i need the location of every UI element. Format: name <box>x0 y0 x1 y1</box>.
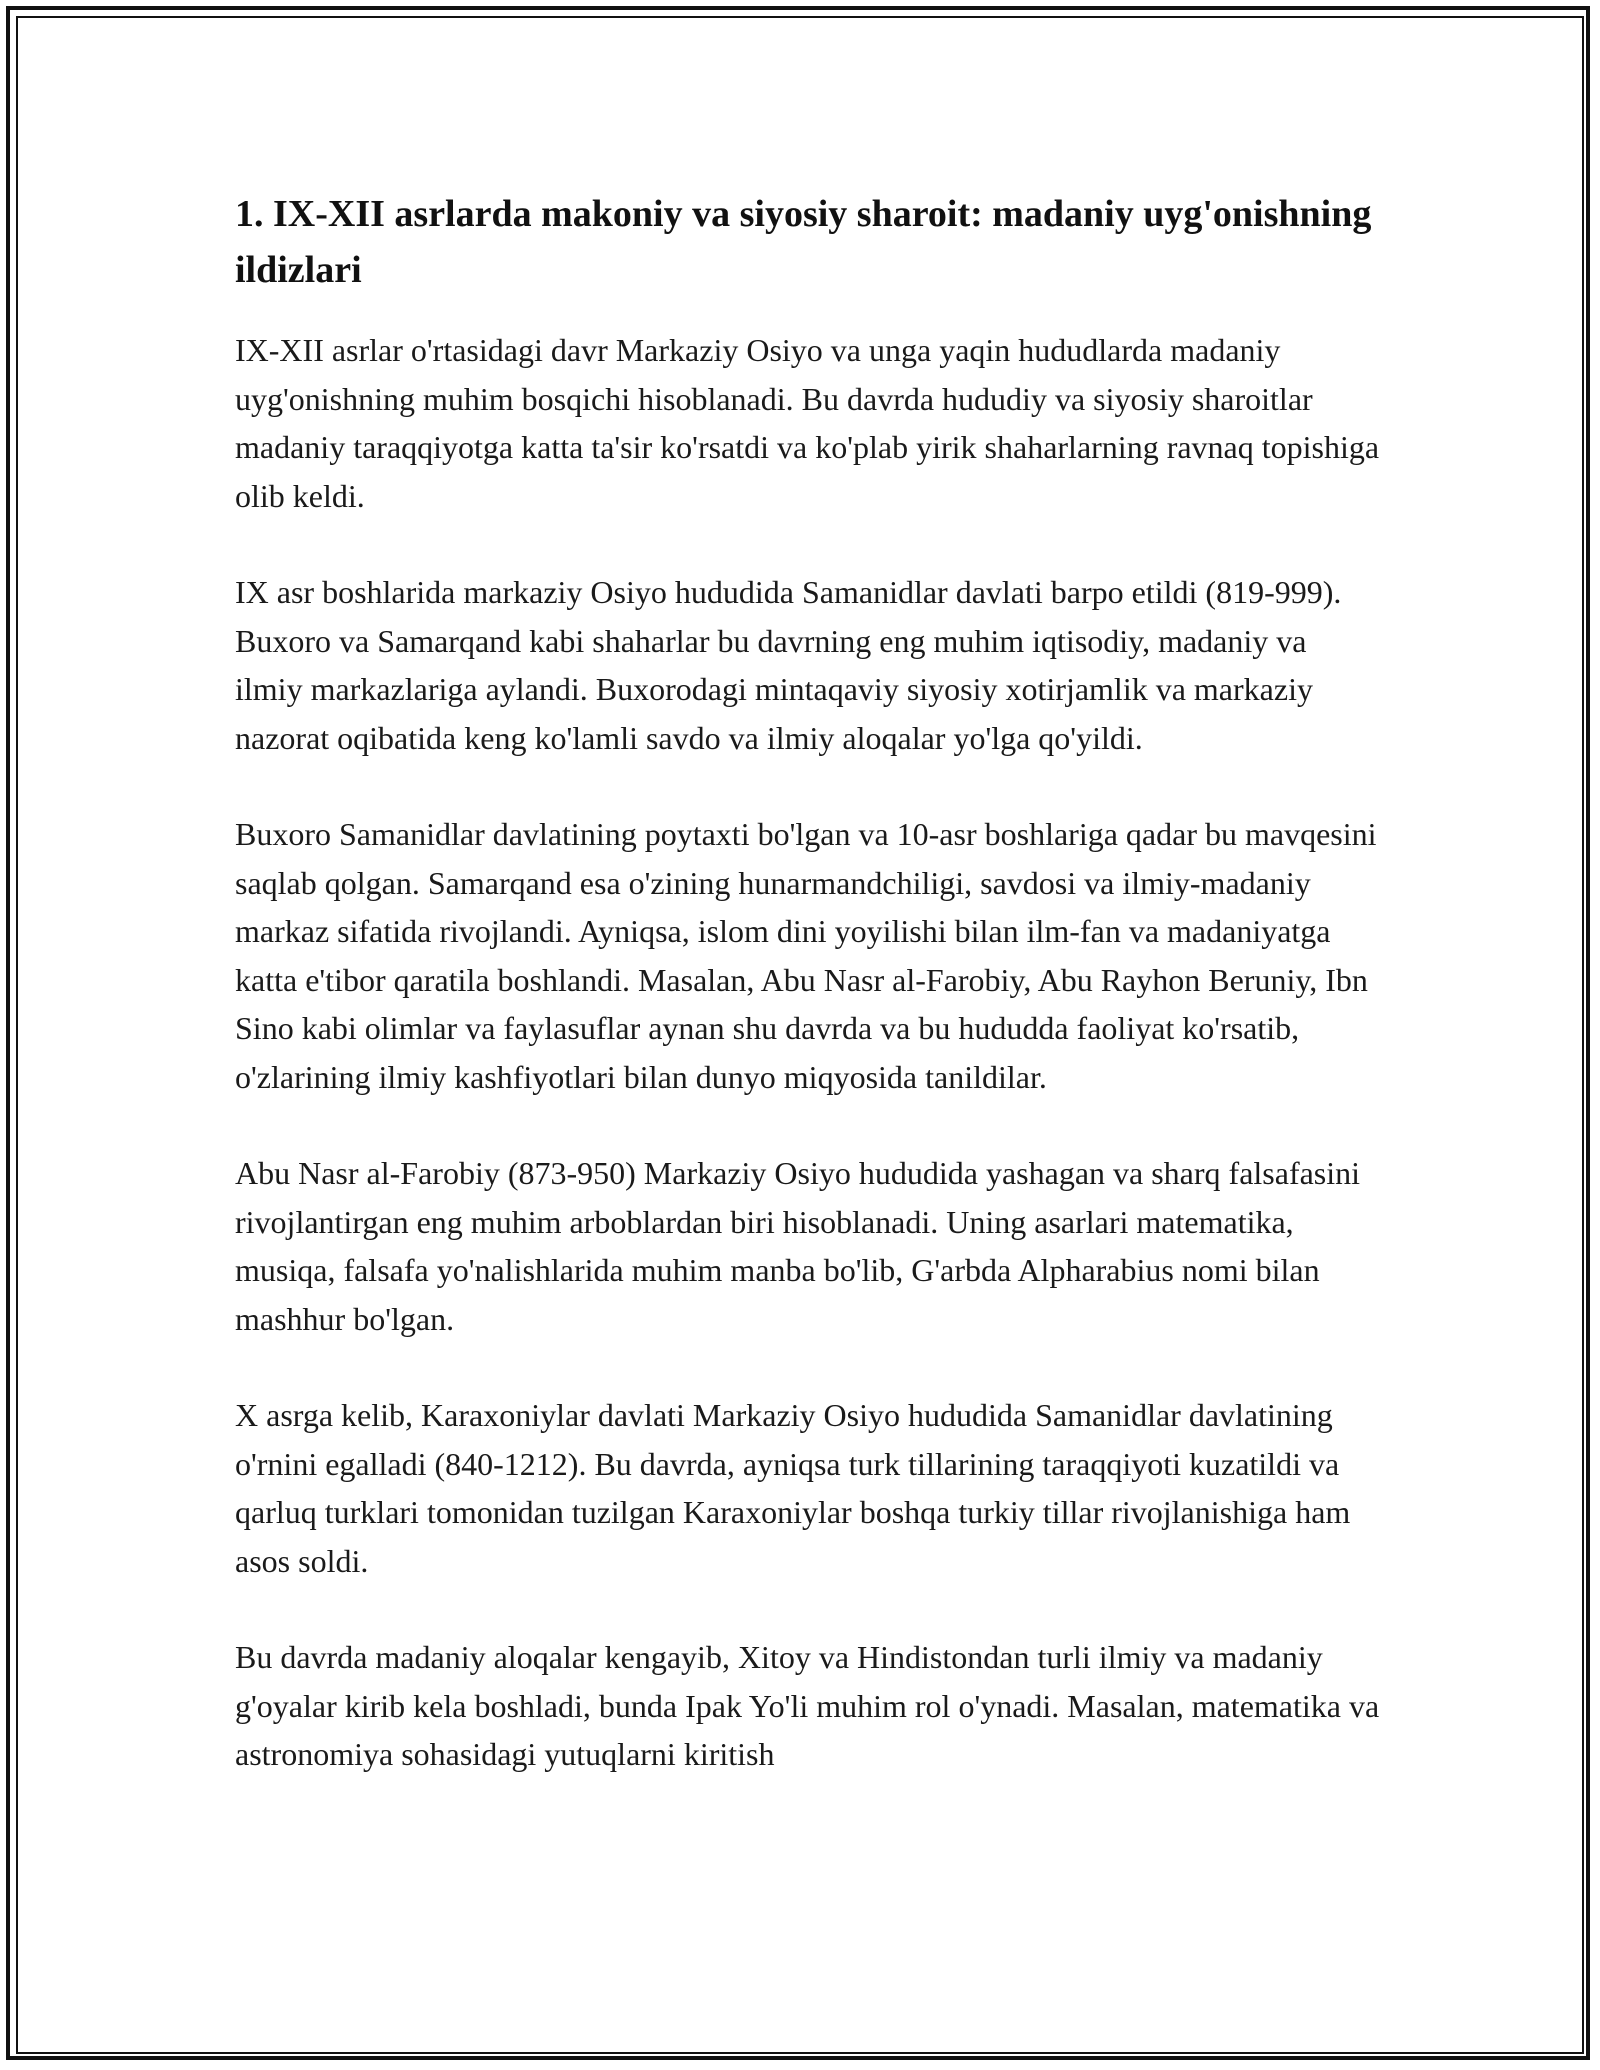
paragraph-6: Bu davrda madaniy aloqalar kengayib, Xitoy va Hindistondan turli ilmiy va madaniy g'oyalar kirib kela boshladi, bunda Ipak Yo'li muhim rol o'ynadi. Masalan, matematika va astronomiya sohasidagi yutuqlarni kiritish <box>235 1639 1380 1772</box>
section-title: 1. IX-XII asrlarda makoniy va siyosiy sharoit: madaniy uyg'onishning ildizlari <box>235 193 1372 291</box>
paragraph-5: X asrga kelib, Karaxoniylar davlati Markaziy Osiyo hududida Samanidlar davlatining o'rnini egalladi (840-1212). Bu davrda, ayniqsa turk tillarining taraqqiyoti kuzatildi va qarluq turklari tomonidan tuzilgan Karaxoniylar boshqa turkiy tillar rivojlanishiga ham asos soldi. <box>235 1397 1351 1579</box>
paragraph-3: Buxoro Samanidlar davlatining poytaxti bo'lgan va 10-asr boshlariga qadar bu mavqesini saqlab qolgan. Samarqand esa o'zining hunarmandchiligi, savdosi va ilmiy-madaniy markaz sifatida rivojlandi. Ayniqsa, islom dini yoyilishi bilan ilm-fan va madaniyatga katta e'tibor qaratila boshlandi. Masalan, Abu Nasr al-Farobiy, Abu Rayhon Beruniy, Ibn Sino kabi olimlar va faylasuflar aynan shu davrda va bu hududda faoliyat ko'rsatib, o'zlarining ilmiy kashfiyotlari bilan dunyo miqyosida tanildilar. <box>235 816 1377 1095</box>
paragraph-1: IX-XII asrlar o'rtasidagi davr Markaziy Osiyo va unga yaqin hududlarda madaniy uyg'onishning muhim bosqichi hisoblanadi. Bu davrda hududiy va siyosiy sharoitlar madaniy taraqqiyotga katta ta'sir ko'rsatdi va ko'plab yirik shaharlarning ravnaq topishiga olib keldi. <box>235 332 1380 514</box>
paragraph-4: Abu Nasr al-Farobiy (873-950) Markaziy Osiyo hududida yashagan va sharq falsafasini rivojlantirgan eng muhim arboblardan biri hisoblanadi. Uning asarlari matematika, musiqa, falsafa yo'nalishlarida muhim manba bo'lib, G'arbda Alpharabius nomi bilan mashhur bo'lgan. <box>235 1155 1361 1337</box>
document-body <box>235 186 1380 1827</box>
paragraph-2: IX asr boshlarida markaziy Osiyo hududida Samanidlar davlati barpo etildi (819-999). Buxoro va Samarqand kabi shaharlar bu davrning eng muhim iqtisodiy, madaniy va ilmiy markazlariga aylandi. Buxorodagi mintaqaviy siyosiy xotirjamlik va markaziy nazorat oqibatida keng ko'lamli savdo va ilmiy aloqalar yo'lga qo'yildi. <box>235 574 1342 756</box>
